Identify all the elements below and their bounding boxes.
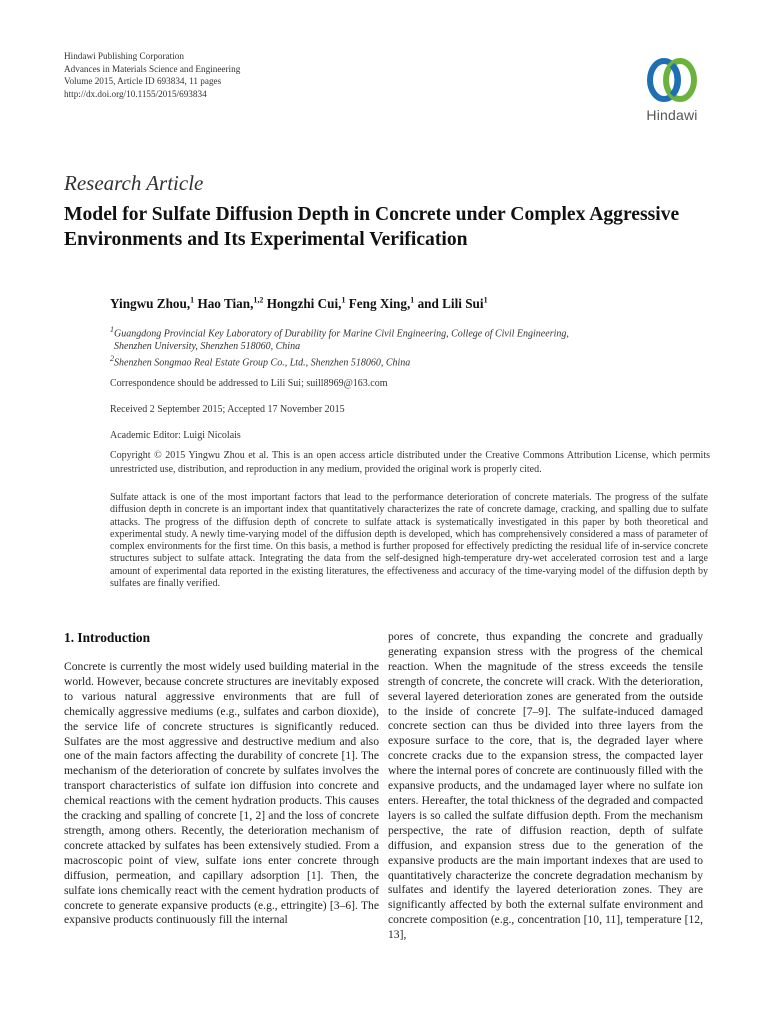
- author: Hongzhi Cui,$^1$: [266, 296, 346, 312]
- logo-text: Hindawi: [646, 107, 698, 123]
- hindawi-logo: [632, 56, 712, 132]
- author: Yingwu Zhou,$^1$: [110, 296, 195, 312]
- publisher-name: Hindawi Publishing Corporation: [64, 51, 184, 61]
- journal-name: Advances in Materials Science and Engineering: [64, 63, 241, 74]
- abstract: Sulfate attack is one of the most important factors that lead to the performance deterioration of concrete materials. The progress of the sulfate diffusion depth in concrete is an important index that quantitatively characterizes the rate of concrete damage, cracking, and spalling due to sulfate attacks. The progress of the diffusion depth of concrete to sulfate attack is systematically investigated in this paper by both theoretical and experimental study. A newly time-varying model of the diffusion depth is developed, which has comprehensively considered a mass of parameter of complex environments for the first time. On this basis, a method is further proposed for effectively predicting the residual life of in-service concrete structures subject to sulfate attack. Integrating the data from the self-designed high-temperature dry-wet accelerated corrosion test and a large amount of experimental data reported in the existing literatures, the effectiveness and accuracy of the time-varying model of the diffusion depth by sulfates are finally verified.: [110, 492, 708, 590]
- academic-editor: Academic Editor: Luigi Nicolais: [110, 430, 241, 441]
- journal-header: [64, 50, 240, 100]
- affiliation-1: $^1$Guangdong Provincial Key Laboratory of Durability for Marine Civil Engineering, College of Civil Engineering, Shenzhen University, Shenzhen 518060, China: [110, 325, 569, 352]
- author-list: [110, 296, 488, 312]
- received-dates: Received 2 September 2015; Accepted 17 November 2015: [110, 404, 345, 415]
- volume-info: Volume 2015, Article ID 693834, 11 pages: [64, 76, 222, 87]
- article-type: Research Article: [64, 171, 204, 195]
- column-right: [388, 630, 703, 943]
- body-paragraph: Concrete is currently the most widely used building material in the world. However, because concrete structures are inevitably exposed to various natural aggressive environments that are full of chemically aggressive mediums (e.g., sulfates and carbon dioxide), the service life of concrete structures is significantly reduced. Sulfates are the most aggressive and destructive medium and also one of the main factors affecting the durability of concrete [1]. The mechanism of the deterioration of concrete by sulfates involves the transport characteristics of sulfate ion diffusion into concrete and chemical reactions with the cement hydration products. This causes the cracking and spalling of concrete [1, 2] and the loss of concrete strength, among others. Recently, the deterioration mechanism of concrete attacked by sulfates has been extensively studied. From a macroscopic point of view, sulfate ions enter concrete through diffusion, permeation, and capillary adsorption [1]. Then, the sulfate ions chemically react with the cement hydration products of concrete to generate expansive products (e.g., ettringite) [3–6]. The expansive products continuously fill the internal: [64, 660, 379, 927]
- hindawi-rings-icon: [645, 56, 699, 104]
- author: Feng Xing,$^1$: [348, 296, 415, 312]
- affiliation-2: $^2$Shenzhen Songmao Real Estate Group Co., Ltd., Shenzhen 518060, China: [110, 354, 411, 369]
- section-heading: 1. Introduction: [64, 630, 151, 645]
- copyright-notice: Copyright © 2015 Yingwu Zhou et al. This is an open access article distributed under the Creative Commons Attribution License, which permits unrestricted use, distribution, and reproduction in any medium, provided the original work is properly cited.: [110, 450, 710, 475]
- doi-link[interactable]: http://dx.doi.org/10.1155/2015/693834: [64, 88, 207, 99]
- author: and Lili Sui$^1$: [417, 296, 488, 312]
- body-paragraph: pores of concrete, thus expanding the concrete and gradually generating expansion stress with the progress of the chemical reaction. When the magnitude of the stress exceeds the tensile strength of concrete, the concrete will crack. With the deterioration, several layered deterioration zones are generated from the outside to the inside of concrete [7–9]. The sulfate-induced damaged concrete section can thus be divided into three layers from the exposure surface to the core, that is, the degraded layer where concrete cracks due to the expansion stress, the compacted layer where the internal pores of concrete are continuously filled with the expansive products, and the undamaged layer where no sulfate ion enters. Hereafter, the total thickness of the degraded and compacted layers is so called the sulfate diffusion depth. From the mechanism perspective, the rate of diffusion reaction, depth of sulfate diffusion, and expansion stress due to the generation of the expansive products are the main important indexes that are used to quantitatively characterize the concrete degradation mechanism by sulfates and identify the layered deterioration zones. They are significantly affected by both the external sulfate environment and concrete composition (e.g., concentration [10, 11], temperature [12, 13],: [388, 630, 703, 942]
- article-title: Model for Sulfate Diffusion Depth in Concrete under Complex Aggressive Environments and Its Experimental Verification: [64, 204, 680, 250]
- correspondence: Correspondence should be addressed to Lili Sui; suill8969@163.com: [110, 378, 388, 389]
- author: Hao Tian,$^{1,2}$: [197, 296, 264, 312]
- column-left: [64, 630, 379, 928]
